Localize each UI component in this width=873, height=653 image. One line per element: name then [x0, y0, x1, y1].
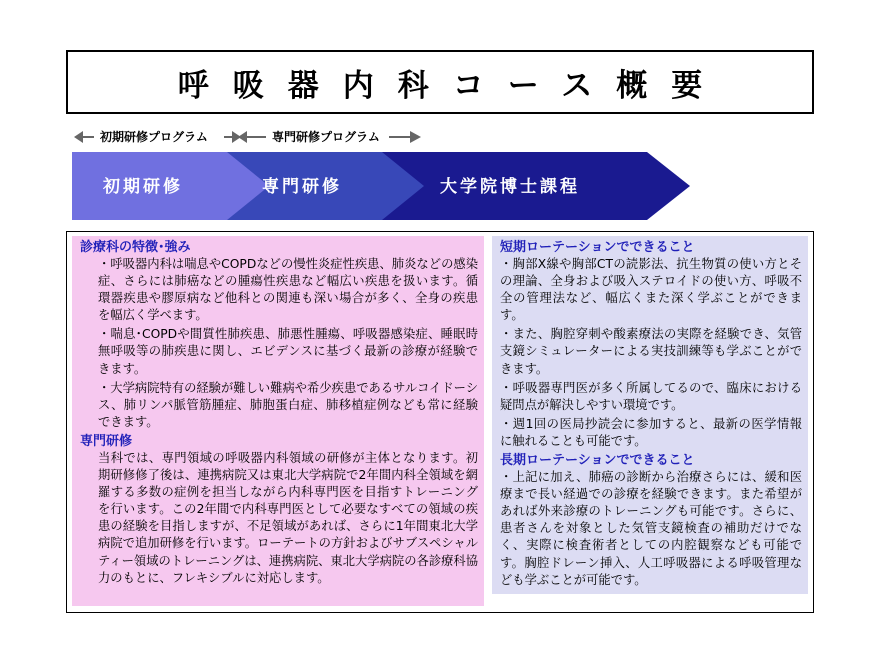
paragraph: 当科では、専門領域の呼吸器内科領域の研修が主体となります。初期研修修了後は、連携病院又は東北大学病院で2年間内科全領域を網羅する多数の症例を担当しながら内科専門医を目指すトレーニングを行います。この2年間で内科専門医として必要なすべての領域の疾患の経験を目指しますが、不足領域があれば、さらに1年間東北大学病院で追加研修を行います。ローテートの方針およびサブスペシャルティー領域のトレーニングは、連携病院、東北大学病院の各診療科協力のもとに、フレキシブルに対応します。	[98, 450, 478, 585]
paragraph: ・週1回の医局抄読会に参加すると、最新の医学情報に触れることも可能です。	[500, 416, 802, 448]
specialty-program-label: 専門研修プログラム	[272, 130, 380, 144]
section-heading: 短期ローテーションでできること	[500, 240, 695, 255]
paragraph: ・胸部X線や胸部CTの読影法、抗生物質の使い方とその理論、全身および吸入ステロイドの使い方、呼吸不全の管理法など、幅広くまた深く学ぶことができます。	[500, 257, 802, 323]
page-title: 呼吸器内科コース概要	[177, 67, 727, 104]
arrow-line	[82, 136, 94, 138]
section-heading: 長期ローテーションでできること	[500, 453, 695, 469]
paragraph: ・呼吸器専門医が多く所属してるので、臨床における疑問点が解決しやすい環境です。	[500, 380, 802, 412]
paragraph: ・大学病院特有の経験が難しい難病や希少疾患であるサルコイドーシス、肺リンパ脈管筋腫症、肺胞蛋白症、肺移植症例なども常に経験できます。	[98, 380, 478, 429]
right-panel	[492, 236, 808, 594]
paragraph: ・また、胸腔穿刺や酸素療法の実際を経験でき、気管支鏡シミュレーターによる実技訓練等も学ぶことができます。	[500, 327, 802, 376]
arrow-line	[389, 136, 411, 138]
initial-program-label: 初期研修プログラム	[100, 130, 208, 144]
section-heading: 診療科の特徴･強み	[80, 240, 191, 255]
stage-initial: 初期研修	[103, 177, 183, 197]
paragraph: ・上記に加え、肺癌の診断から治療さらには、緩和医療まで長い経過での診療を経験できます。また希望があれば外来診療のトレーニングも可能です。さらに、患者さんを対象とした気管支鏡検査の補助だけでなく、実際に検査術者としての内腔観察なども可能です。胸腔ドレーン挿入、人工呼吸器による呼吸管理なども学ぶことが可能です。	[500, 470, 802, 587]
arrow-line	[246, 136, 266, 138]
right-arrowhead-icon	[410, 131, 421, 143]
title-box	[66, 50, 814, 114]
stage-specialty: 専門研修	[262, 177, 342, 197]
section-heading: 専門研修	[80, 433, 133, 449]
left-panel	[72, 236, 484, 606]
stage-graduate: 大学院博士課程	[440, 177, 580, 197]
paragraph: ・呼吸器内科は喘息やCOPDなどの慢性炎症性疾患、肺炎などの感染症、さらには肺癌などの腫瘍性疾患など幅広い疾患を扱います。循環器疾患や膠原病など他科との関連も深い場合が多く、全身の疾患を幅広く学べます。	[98, 257, 478, 323]
paragraph: ・喘息･COPDや間質性肺疾患、肺悪性腫瘍、呼吸器感染症、睡眠時無呼吸等の肺疾患に関し、エビデンスに基づく最新の診療が経験できます。	[98, 327, 478, 376]
